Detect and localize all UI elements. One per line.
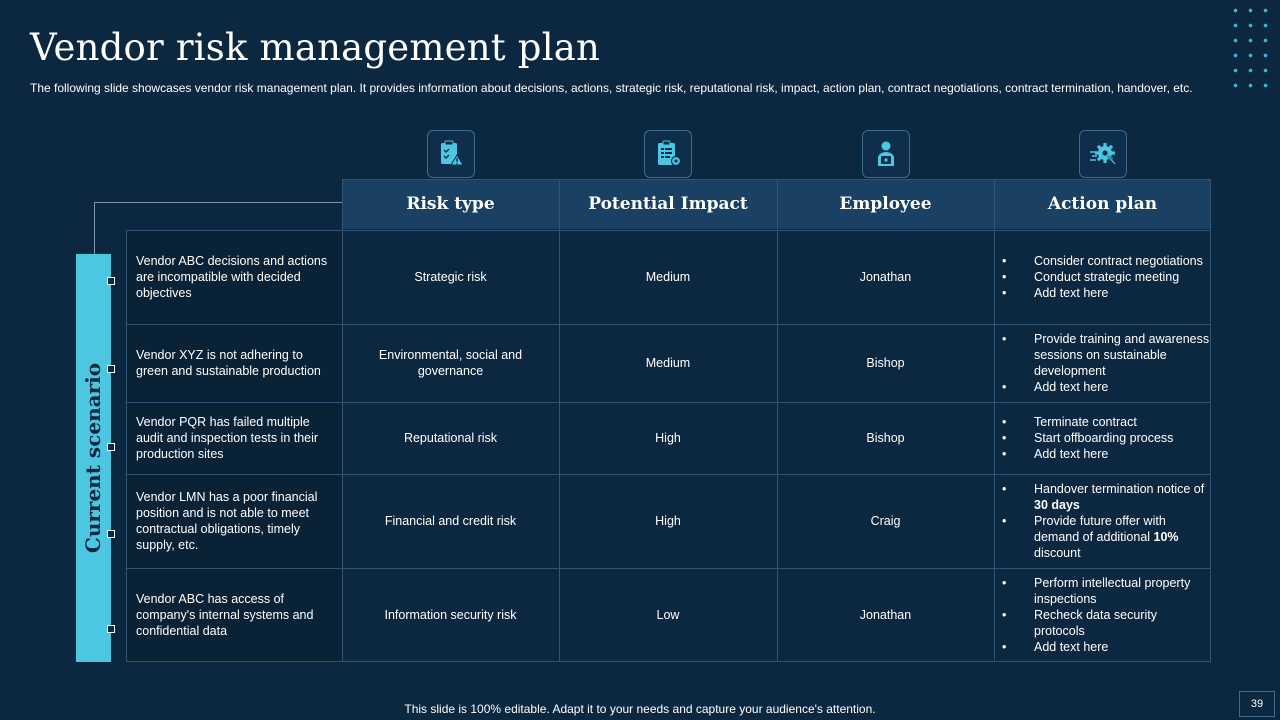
employee-icon-box [862,130,910,178]
gear-speed-icon [1088,139,1118,169]
action-item: • Add text here [1002,446,1173,462]
row-marker [107,443,115,451]
footer-note: This slide is 100% editable. Adapt it to your needs and capture your audience's attention. [404,702,876,716]
scenario-cell: Vendor LMN has a poor financial position and is not able to meet contractual obligations, timely supply, etc. [136,490,318,552]
page-number: 39 [1239,691,1275,717]
action-item: • Provide training and awareness sessions on sustainable development [1002,331,1211,379]
action-plan-cell [994,230,1211,324]
connector-line [94,202,342,203]
employee-cell: Bishop [866,356,905,370]
action-plan-icon-box [1079,130,1127,178]
action-item [1002,513,1211,561]
connector-line [94,202,95,254]
current-scenario-label: Current scenario [81,362,105,554]
scenario-cell: Vendor XYZ is not adhering to green and sustainable production [136,348,321,378]
scenario-cell: Vendor ABC has access of company's internal systems and confidential data [136,592,314,638]
action-item: • Terminate contract [1002,414,1173,430]
header-potential-impact: Potential Impact [559,179,777,229]
action-item: • Perform intellectual property inspections [1002,575,1211,607]
risk-type-cell: Information security risk [384,608,517,622]
action-text: Handover termination notice of [1034,482,1205,496]
employee-cell: Craig [870,514,901,528]
risk-type-cell: Strategic risk [414,270,487,284]
action-item: • Add text here [1002,285,1203,301]
row-marker [107,625,115,633]
action-item: • Conduct strategic meeting [1002,269,1203,285]
header-employee: Employee [777,179,994,229]
page-title: Vendor risk management plan [30,26,601,69]
impact-cell: Low [656,608,680,622]
header-risk-type: Risk type [342,179,559,229]
action-emphasis: 30 days [1034,498,1080,512]
employee-icon [871,139,901,169]
action-text: Provide future offer with demand of additional [1034,514,1166,544]
action-item [1002,481,1211,513]
action-item: • Add text here [1002,639,1211,655]
employee-cell: Jonathan [859,608,912,622]
action-item: • Add text here [1002,379,1211,395]
risk-type-cell: Reputational risk [403,431,498,445]
row-marker [107,365,115,373]
scenario-cell: Vendor PQR has failed multiple audit and inspection tests in their production sites [136,415,319,461]
action-item: • Start offboarding process [1002,430,1173,446]
impact-cell: High [655,514,681,528]
impact-cell: Medium [645,356,691,370]
impact-cell: Medium [645,270,691,284]
action-emphasis: 10% [1153,530,1179,544]
action-plan-cell [994,474,1211,568]
row-marker [107,277,115,285]
action-item: • Consider contract negotiations [1002,253,1203,269]
action-plan-cell [994,324,1211,402]
scenario-cell: Vendor ABC decisions and actions are incompatible with decided objectives [136,254,328,300]
action-text: discount [1034,546,1081,560]
employee-cell: Jonathan [859,270,912,284]
header-action-plan: Action plan [994,179,1211,229]
page-subtitle: The following slide showcases vendor risk management plan. It provides information about decisions, actions, strategic risk, reputational risk, impact, action plan, contract negotiations, contract termination, handover, etc. [30,81,1193,95]
row-marker [107,530,115,538]
impact-icon-box [644,130,692,178]
risk-type-cell: Environmental, social and governance [378,348,523,378]
clipboard-gear-icon [653,139,683,169]
employee-cell: Bishop [866,431,905,445]
checklist-warning-icon [436,139,466,169]
action-plan-cell [994,568,1211,662]
action-plan-cell [994,402,1211,474]
risk-type-cell: Financial and credit risk [384,514,517,528]
decorative-dot-grid [1228,3,1273,88]
impact-cell: High [655,431,681,445]
risk-type-icon-box [427,130,475,178]
action-item: • Recheck data security protocols [1002,607,1211,639]
